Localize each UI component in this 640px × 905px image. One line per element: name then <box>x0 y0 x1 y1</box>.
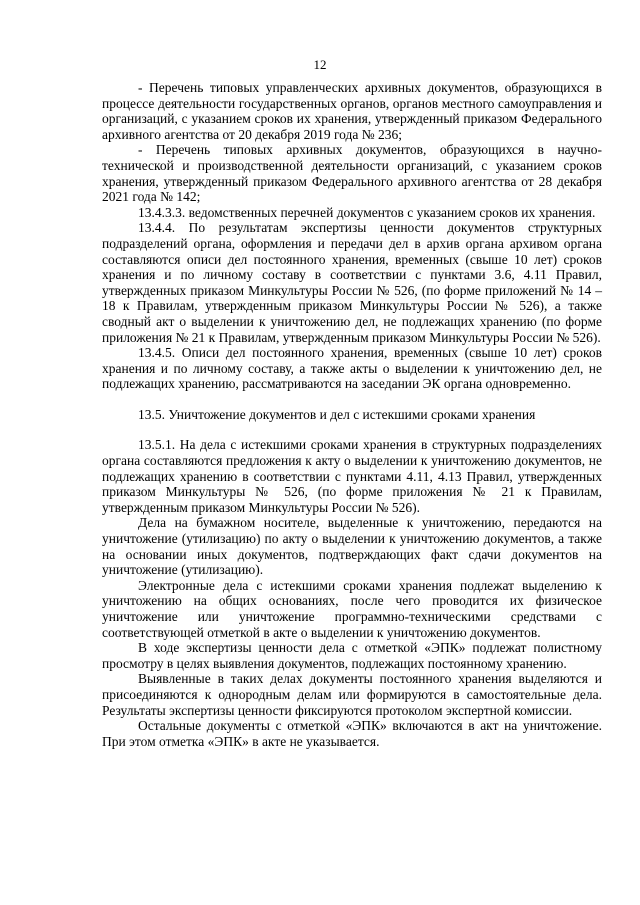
page-number: 12 <box>313 57 327 72</box>
paragraph: 13.4.3.3. ведомственных перечней документов с указанием сроков их хранения. <box>138 204 596 220</box>
paragraph: В ходе экспертизы ценности дела с отметкой «ЭПК» подлежат полистному просмотру в целях выявления документов, подлежащих постоянному хранению. <box>102 640 602 671</box>
paragraph: - Перечень типовых архивных документов, образующихся в научно-технической и производственной деятельности организаций, с указанием сроков хранения, утвержденный приказом Федерального архивного агентства от 28 декабря 2021 года № 142; <box>102 142 602 205</box>
paragraph: Электронные дела с истекшими сроками хранения подлежат выделению к уничтожению на общих основаниях, после чего проводится их физическое уничтожение или уничтожение программно-техническими средствами с соответствующей отметкой в акте о выделении к уничтожению документов. <box>102 577 602 640</box>
document-body <box>102 80 602 749</box>
paragraph: Остальные документы с отметкой «ЭПК» включаются в акт на уничтожение. При этом отметка «ЭПК» в акте не указывается. <box>102 718 602 749</box>
paragraph: 13.4.4. По результатам экспертизы ценности документов структурных подразделений органа, оформления и передачи дел в архив органа архивом органа составляются описи дел постоянного хранения, временных (свыше 10 лет) сроков хранения и по личному составу в соответствии с пунктами 3.6, 4.11 Правил, утвержденных приказом Минкультуры России № 526, (по форме приложений № 14 – 18 к Правилам, утвержденным приказом Минкультуры России № 526), а также сводный акт о выделении к уничтожению дел, не подлежащих хранению (по форме приложения № 21 к Правилам, утвержденным приказом Минкультуры России № 526). <box>102 220 602 345</box>
paragraph: Выявленные в таких делах документы постоянного хранения выделяются и присоединяются к однородным делам или формируются в самостоятельные дела. Результаты экспертизы ценности фиксируются протоколом экспертной комиссии. <box>102 671 602 718</box>
paragraph: 13.5.1. На дела с истекшими сроками хранения в структурных подразделениях органа составляются предложения к акту о выделении к уничтожению документов, не подлежащих хранению в соответствии с пунктами 4.11, 4.13 Правил, утвержденных приказом Минкультуры № 526, (по форме приложения № 21 к Правилам, утвержденным приказом Минкультуры России № 526). <box>102 437 602 515</box>
section-heading: 13.5. Уничтожение документов и дел с истекшими сроками хранения <box>138 406 536 422</box>
paragraph: - Перечень типовых управленческих архивных документов, образующихся в процессе деятельности государственных органов, органов местного самоуправления и организаций, с указанием сроков их хранения, утвержденный приказом Федерального архивного агентства от 20 декабря 2019 года № 236; <box>102 80 602 142</box>
paragraph: 13.4.5. Описи дел постоянного хранения, временных (свыше 10 лет) сроков хранения и по личному составу, а также акты о выделении к уничтожению дел, не подлежащих хранению, рассматриваются на заседании ЭК органа одновременно. <box>102 345 602 392</box>
paragraph: Дела на бумажном носителе, выделенные к уничтожению, передаются на уничтожение (утилизацию) по акту о выделении к уничтожению документов, а также на основании иных документов, подтверждающих факт сдачи документов на уничтожение (утилизацию). <box>102 515 602 578</box>
